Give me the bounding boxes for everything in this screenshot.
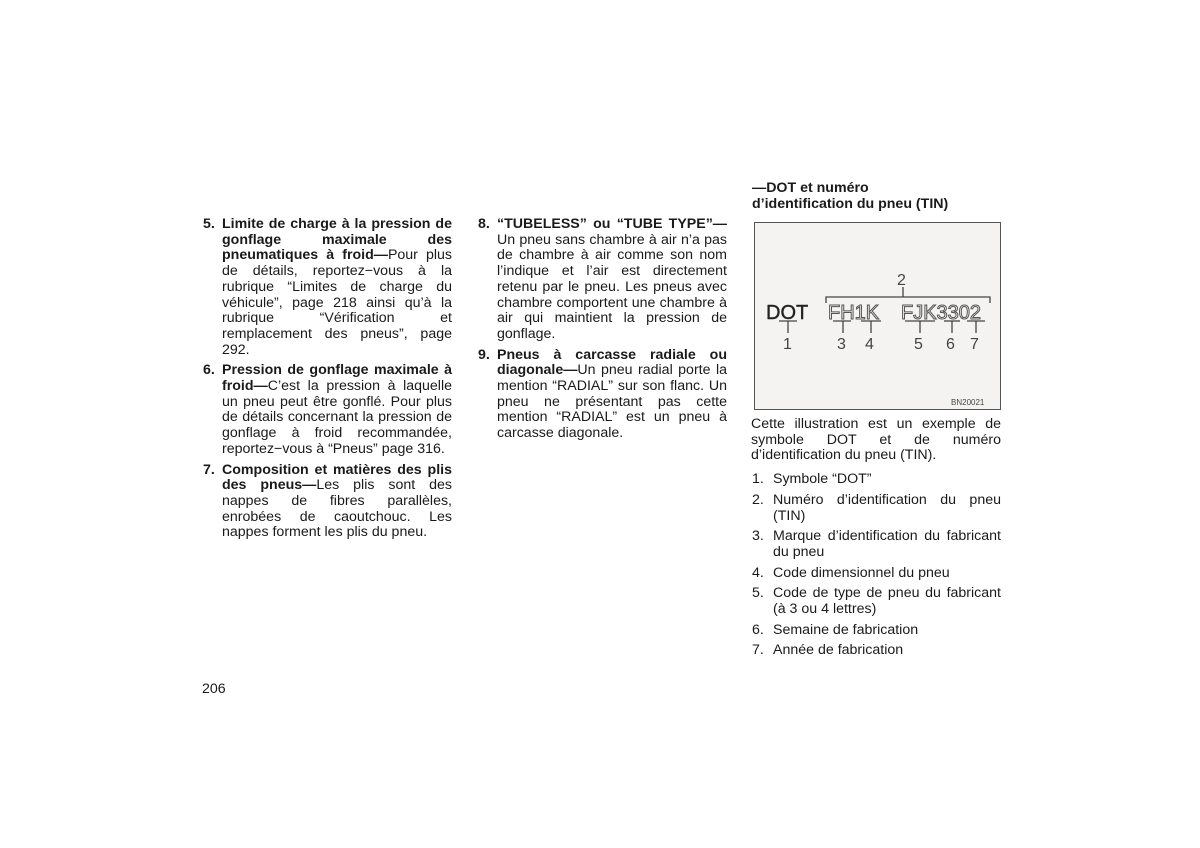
callout-5: 5	[914, 336, 923, 353]
item-number: 8.	[478, 216, 490, 232]
list-item: 4. Code dimensionnel du pneu	[752, 564, 950, 581]
item-text: Un pneu sans chambre à air n’a pas de chambre à air comme son nom l’indique et l’air est directement retenu par le pneu. Les pneus avec chambre comportent une chambre à air qui maintient la pression de gonflage.	[497, 231, 727, 342]
item-term: Limite de charge à la pression de gonflage maximale des pneumatiques à froid—	[222, 216, 452, 264]
callout-7: 7	[970, 336, 979, 353]
item-6	[203, 363, 452, 457]
list-item: 3. Marque d’identification du fabricant du pneu	[752, 528, 1001, 560]
item-text: C’est la pression à laquelle un pneu peut être gonflé. Pour plus de détails concernant la pression de gonflage à froid recommandée, reportez−vous à “Pneus” page 316.	[222, 378, 452, 457]
code-right: FJK3302	[901, 302, 982, 324]
list-item: 5. Code de type de pneu du fabricant (à 3 ou 4 lettres)	[752, 585, 1001, 618]
list-item: 1. Symbole “DOT”	[752, 471, 872, 488]
item-term: Pression de gonflage maximale à froid—	[222, 362, 452, 395]
item-term: Composition et matières des plis des pneus—	[222, 461, 452, 494]
heading-line-1: —DOT et numéro	[752, 180, 869, 196]
item-text: Les plis sont des nappes de fibres parallèles, enrobées de caoutchouc. Les nappes forment les plis du pneu.	[222, 477, 453, 541]
item-number: 5.	[203, 216, 215, 232]
item-8	[478, 217, 727, 343]
item-text: Un pneu radial porte la mention “RADIAL” sur son flanc. Un pneu ne présentant pas cette mention “RADIAL” est un pneu à carcasse diagonale.	[497, 362, 727, 442]
figure-caption: Cette illustration est un exemple de symbole DOT et de numéro d’identification du pneu (TIN).	[751, 416, 1001, 464]
figure-ref: BN20021	[951, 398, 985, 407]
list-item: 2. Numéro d’identification du pneu (TIN)	[752, 491, 1001, 524]
column-2	[478, 217, 727, 447]
list-item: 6. Semaine de fabrication	[752, 621, 919, 638]
column-3	[751, 180, 1001, 664]
callout-6: 6	[946, 336, 955, 353]
dot-tin-diagram	[755, 223, 1000, 409]
item-text: Pour plus de détails, reportez−vous à la rubrique “Limites de charge du véhicule”, page 218 ainsi qu’à la rubrique “Vérification et remplacement des pneus”, page 292.	[222, 247, 453, 358]
code-dot: DOT	[766, 302, 809, 324]
page-number: 206	[202, 681, 226, 697]
list-item: 7. Année de fabrication	[752, 642, 904, 659]
item-term: Pneus à carcasse radiale ou diagonale—	[497, 346, 727, 379]
code-mid: FH1K	[828, 302, 880, 324]
item-number: 7.	[203, 461, 215, 478]
item-number: 6.	[203, 362, 215, 379]
callout-1: 1	[783, 336, 792, 353]
item-term: “TUBELESS” ou “TUBE TYPE”—	[497, 216, 727, 232]
callout-4: 4	[865, 336, 874, 353]
dot-tin-illustration	[754, 222, 1001, 410]
item-5	[203, 217, 452, 358]
legend-list	[751, 472, 1001, 659]
column-1	[203, 217, 452, 546]
item-number: 9.	[478, 346, 490, 363]
section-heading	[752, 180, 1001, 212]
heading-line-2: d’identification du pneu (TIN)	[752, 196, 949, 212]
callout-3: 3	[837, 336, 846, 353]
item-7	[203, 463, 452, 542]
item-9	[478, 348, 727, 442]
callout-2: 2	[897, 272, 906, 289]
